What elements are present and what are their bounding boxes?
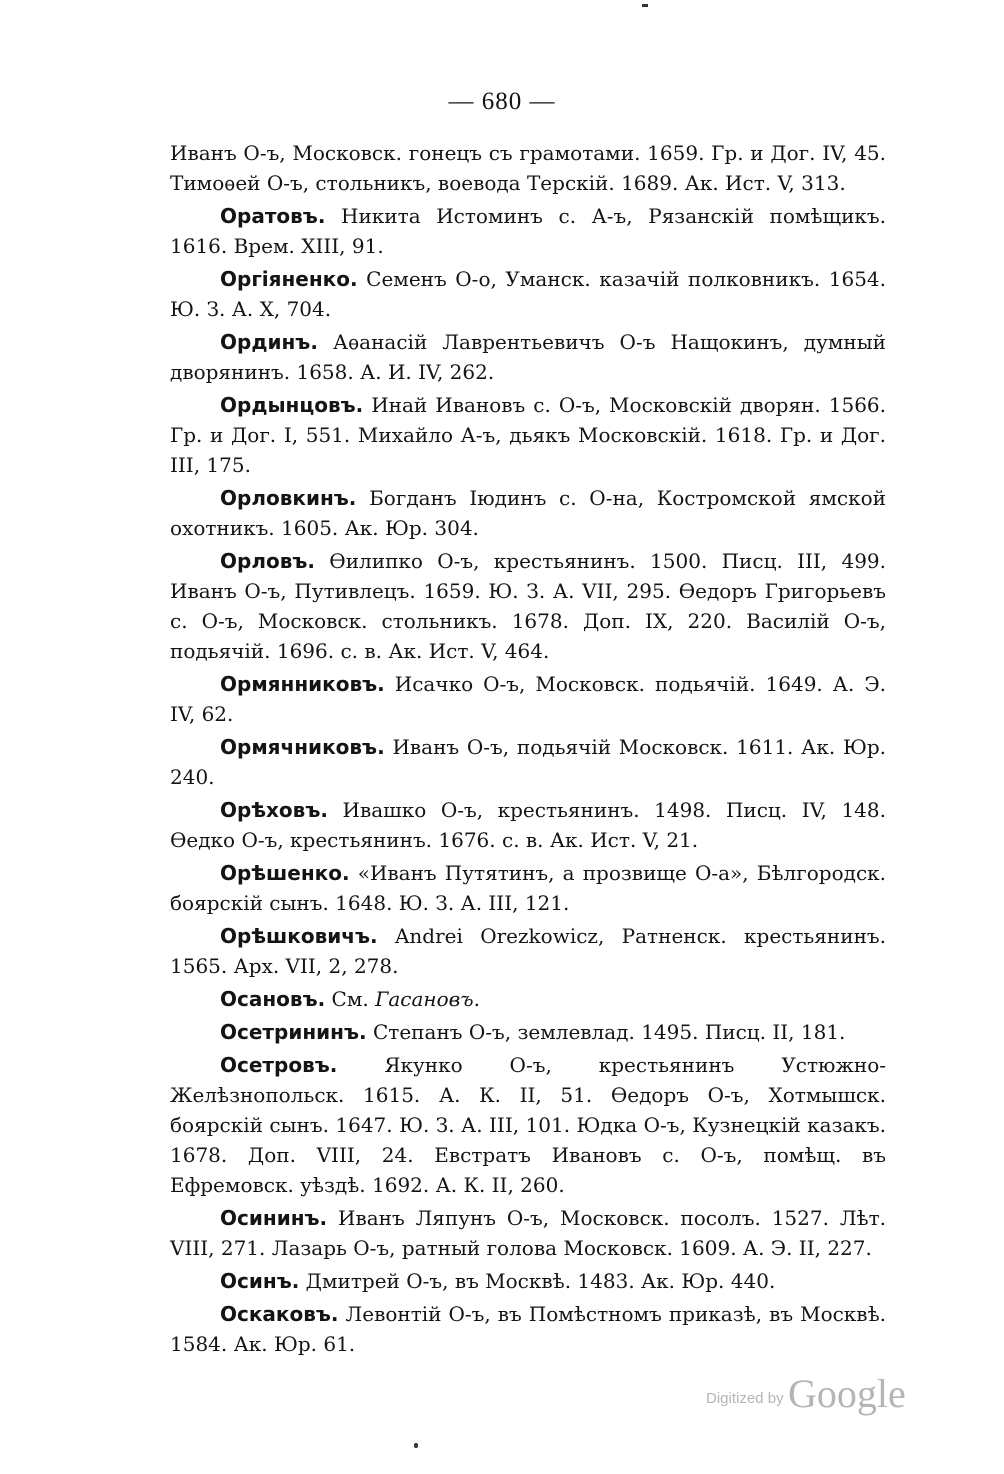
- digitized-watermark: [706, 1370, 906, 1417]
- entry-text: Семенъ О-о, Уманск. казачій полковникъ. 1654. Ю. З. А. X, 704.: [170, 267, 886, 321]
- entry-headword: Орѣшенко.: [220, 861, 350, 885]
- entry-text: Якунко О-ъ, крестьянинъ Устюжно-Желѣзнопольск. 1615. А. К. II, 51. Ѳедоръ О-ъ, Хотмышск. боярскій сынъ. 1647. Ю. З. А. III, 101. Юдка О-ъ, Кузнецкій казакъ. 1678. Доп. VIII, 24. Евстратъ Ивановъ с. О-ъ, помѣщ. въ Ефремовск. уѣздѣ. 1692. А. К. II, 260.: [170, 1053, 886, 1197]
- dictionary-entry: [170, 201, 886, 261]
- dictionary-entry: [170, 546, 886, 666]
- dictionary-entry: [170, 921, 886, 981]
- google-logo: Google: [788, 1371, 906, 1416]
- dictionary-entry: [170, 138, 886, 198]
- entry-headword: Оскаковъ.: [220, 1302, 339, 1326]
- dictionary-entry: [170, 732, 886, 792]
- entry-text: Никита Истоминъ с. А-ъ, Рязанскій помѣщикъ. 1616. Врем. XIII, 91.: [170, 204, 886, 258]
- entry-text: Исачко О-ъ, Московск. подьячій. 1649. А. Э. IV, 62.: [170, 672, 886, 726]
- ink-speck: [642, 4, 648, 7]
- entry-text: Аѳанасій Лаврентьевичъ О-ъ Нащокинъ, думный дворянинъ. 1658. А. И. IV, 262.: [170, 330, 886, 384]
- dictionary-entry: [170, 1050, 886, 1200]
- dictionary-entry: [170, 390, 886, 480]
- entry-headword: Осининъ.: [220, 1206, 328, 1230]
- entry-headword: Осановъ.: [220, 987, 326, 1011]
- dictionary-entry: [170, 984, 886, 1014]
- entry-text: См.: [325, 987, 376, 1011]
- entry-text: Ѳилипко О-ъ, крестьянинъ. 1500. Писц. III, 499. Иванъ О-ъ, Путивлецъ. 1659. Ю. З. А. VII, 295. Ѳедоръ Григорьевъ с. О-ъ, Московск. стольникъ. 1678. Доп. IX, 220. Василій О-ъ, подьячій. 1696. с. в. Ак. Ист. V, 464.: [170, 549, 886, 663]
- entry-text: «Иванъ Путятинъ, а прозвище О-а», Бѣлгородск. боярскій сынъ. 1648. Ю. З. А. III, 121.: [170, 861, 886, 915]
- dictionary-entry: [170, 264, 886, 324]
- dictionary-entry: [170, 1017, 886, 1047]
- page-number: — 680 —: [448, 88, 556, 115]
- entry-headword: Ординъ.: [220, 330, 318, 354]
- entry-text: Инай Ивановъ с. О-ъ, Московскій дворян. 1566. Гр. и Дог. I, 551. Михайло А-ъ, дьякъ Московскій. 1618. Гр. и Дог. III, 175.: [170, 393, 886, 477]
- entry-headword: Ордынцовъ.: [220, 393, 364, 417]
- dictionary-column: [170, 138, 886, 1359]
- entry-text: Иванъ О-ъ, Московск. гонецъ съ грамотами. 1659. Гр. и Дог. IV, 45. Тимоѳей О-ъ, стольникъ, воевода Терскій. 1689. Ак. Ист. V, 313.: [170, 141, 886, 195]
- dictionary-entry: [170, 858, 886, 918]
- entry-headword: Ормячниковъ.: [220, 735, 385, 759]
- entry-text: Степанъ О-ъ, землевлад. 1495. Писц. II, 181.: [366, 1020, 846, 1044]
- entry-text: Иванъ Ляпунъ О-ъ, Московск. посолъ. 1527. Лѣт. VIII, 271. Лазарь О-ъ, ратный голова Московск. 1609. А. Э. II, 227.: [170, 1206, 886, 1260]
- dictionary-entry: [170, 1203, 886, 1263]
- entry-text: Иванъ О-ъ, подьячій Московск. 1611. Ак. Юр. 240.: [170, 735, 886, 789]
- entry-headword: Осинъ.: [220, 1269, 300, 1293]
- entry-headword: Орловъ.: [220, 549, 315, 573]
- entry-headword: Ормянниковъ.: [220, 672, 385, 696]
- entry-headword: Орловкинъ.: [220, 486, 357, 510]
- entry-headword: Осетровъ.: [220, 1053, 338, 1077]
- entry-headword: Орѣшковичъ.: [220, 924, 378, 948]
- entry-text: Богданъ Іюдинъ с. О-на, Костромской ямской охотникъ. 1605. Ак. Юр. 304.: [170, 486, 886, 540]
- entry-text: Ивашко О-ъ, крестьянинъ. 1498. Писц. IV, 148. Ѳедко О-ъ, крестьянинъ. 1676. с. в. Ак. Ист. V, 21.: [170, 798, 886, 852]
- entry-headword: Осетрининъ.: [220, 1020, 367, 1044]
- entry-headword: Оргіяненко.: [220, 267, 358, 291]
- dictionary-entry: [170, 327, 886, 387]
- entry-text: Дмитрей О-ъ, въ Москвѣ. 1483. Ак. Юр. 440.: [299, 1269, 776, 1293]
- watermark-prefix: Digitized by: [706, 1390, 784, 1407]
- entry-headword: Оратовъ.: [220, 204, 326, 228]
- cross-reference: Гасановъ.: [375, 987, 480, 1011]
- dictionary-entry: [170, 483, 886, 543]
- entry-text: Andrei Orezkowicz, Ратненск. крестьянинъ. 1565. Арх. VII, 2, 278.: [170, 924, 886, 978]
- entry-text: Левонтій О-ъ, въ Помѣстномъ приказѣ, въ Москвѣ. 1584. Ак. Юр. 61.: [170, 1302, 886, 1356]
- dictionary-entry: [170, 795, 886, 855]
- entry-headword: Орѣховъ.: [220, 798, 328, 822]
- dictionary-entry: [170, 1299, 886, 1359]
- ink-speck: [414, 1443, 418, 1448]
- dictionary-entry: [170, 1266, 886, 1296]
- dictionary-entry: [170, 669, 886, 729]
